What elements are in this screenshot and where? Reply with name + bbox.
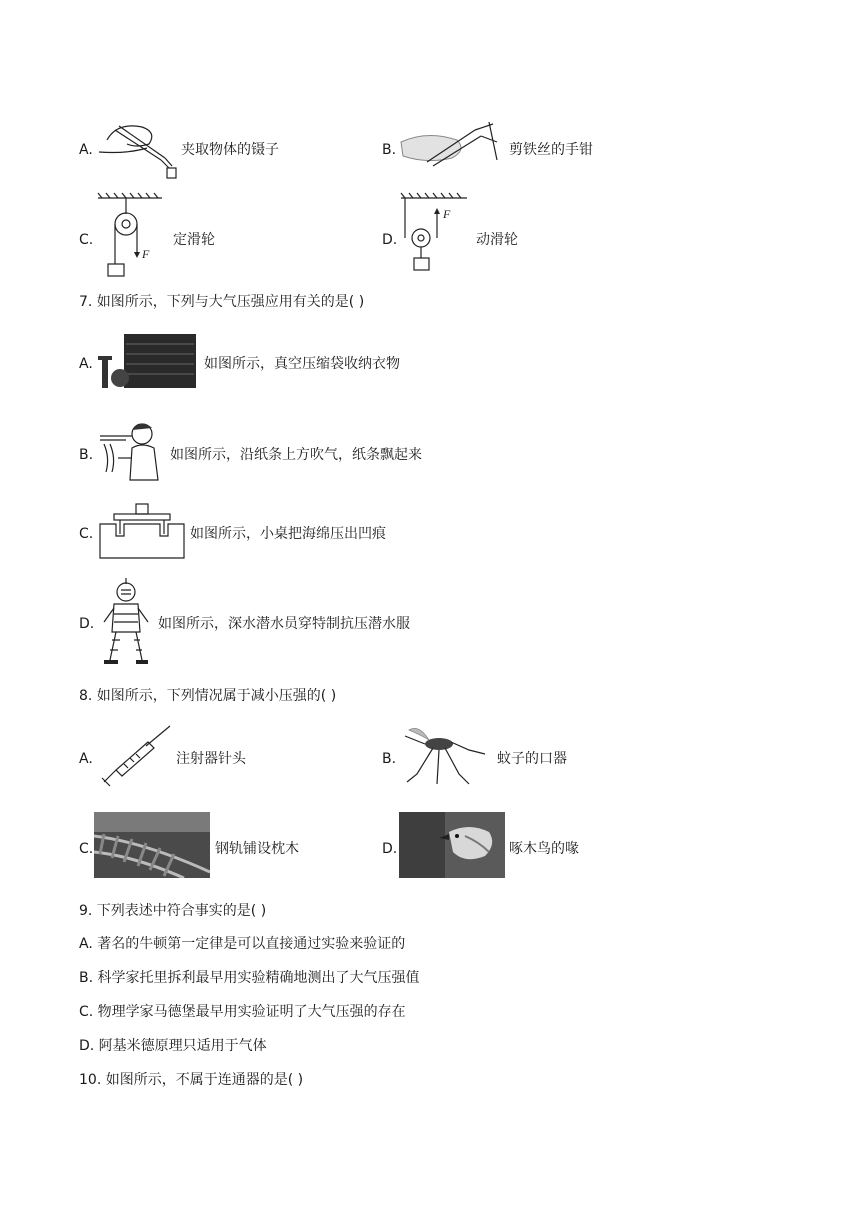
q8-stem: 8. 如图所示，下列情况属于减小压强的( )	[79, 688, 337, 704]
q6-option-a-letter: A.	[79, 142, 93, 158]
q9-option-d: D. 阿基米德原理只适用于气体	[79, 1038, 267, 1054]
q7-option-d-text: 如图所示，深水潜水员穿特制抗压潜水服	[158, 616, 410, 632]
q6-option-d-text: 动滑轮	[476, 232, 518, 248]
q6-option-b-text: 剪铁丝的手钳	[509, 142, 593, 158]
q8-option-b-letter: B.	[382, 751, 397, 767]
q6-option-c-letter: C.	[79, 232, 94, 248]
tweezers-figure	[97, 112, 177, 182]
force-label-movable: F	[443, 207, 451, 221]
vacuum-bag-figure	[96, 330, 202, 396]
woodpecker-photo	[399, 812, 505, 878]
q6-option-b-letter: B.	[382, 142, 397, 158]
movable-pulley-figure	[397, 192, 471, 284]
q8-option-d-letter: D.	[382, 841, 398, 857]
q6-option-c-text: 定滑轮	[173, 232, 215, 248]
q7-stem: 7. 如图所示，下列与大气压强应用有关的是( )	[79, 294, 365, 310]
q7-option-c-letter: C.	[79, 526, 94, 542]
sponge-table-figure	[98, 498, 188, 564]
q7-option-a-letter: A.	[79, 356, 93, 372]
syringe-figure	[96, 724, 176, 790]
blowing-paper-figure	[96, 418, 168, 488]
q7-option-d-letter: D.	[79, 616, 95, 632]
q9-stem: 9. 下列表述中符合事实的是( )	[79, 903, 267, 919]
q8-option-a-text: 注射器针头	[176, 751, 246, 767]
q10-stem: 10. 如图所示，不属于连通器的是( )	[79, 1072, 304, 1088]
q9-option-b: B. 科学家托里拆利最早用实验精确地测出了大气压强值	[79, 970, 420, 986]
q9-option-a: A. 著名的牛顿第一定律是可以直接通过实验来验证的	[79, 936, 406, 952]
q8-option-c-letter: C.	[79, 841, 94, 857]
q8-option-d-text: 啄木鸟的喙	[509, 841, 579, 857]
pliers-figure	[397, 120, 505, 178]
force-label-fixed: F	[142, 247, 150, 261]
diving-suit-figure	[96, 576, 156, 668]
mosquito-figure	[399, 724, 493, 790]
fixed-pulley-figure	[94, 192, 166, 282]
q9-option-c: C. 物理学家马德堡最早用实验证明了大气压强的存在	[79, 1004, 406, 1020]
q7-option-b-letter: B.	[79, 447, 94, 463]
railway-sleepers-photo	[94, 812, 210, 878]
q8-option-b-text: 蚊子的口器	[497, 751, 567, 767]
q6-option-d-letter: D.	[382, 232, 398, 248]
q7-option-a-text: 如图所示，真空压缩袋收纳衣物	[204, 356, 400, 372]
q7-option-c-text: 如图所示，小桌把海绵压出凹痕	[190, 526, 386, 542]
q8-option-c-text: 钢轨铺设枕木	[215, 841, 299, 857]
q8-option-a-letter: A.	[79, 751, 93, 767]
q7-option-b-text: 如图所示，沿纸条上方吹气，纸条飘起来	[170, 447, 422, 463]
q6-option-a-text: 夹取物体的镊子	[181, 142, 279, 158]
